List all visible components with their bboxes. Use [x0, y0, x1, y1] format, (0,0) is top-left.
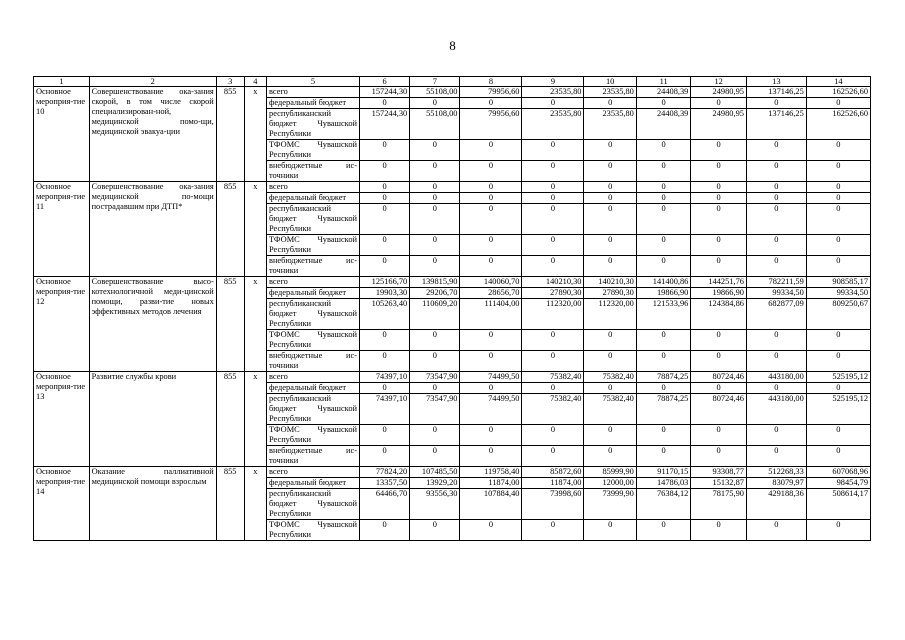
- value-cell: 0: [522, 182, 584, 193]
- value-cell: 429188,36: [746, 489, 806, 520]
- value-cell: 0: [806, 520, 870, 541]
- value-cell: 0: [410, 351, 460, 372]
- value-cell: 0: [584, 98, 636, 109]
- value-cell: 0: [806, 256, 870, 277]
- value-cell: 0: [584, 330, 636, 351]
- value-cell: 157244,30: [360, 87, 410, 98]
- value-cell: 29206,70: [410, 288, 460, 299]
- header-cell-col-6: 6: [360, 77, 410, 87]
- value-cell: 77824,20: [360, 467, 410, 478]
- activity-name: Основное мероприя-тие 11: [34, 182, 90, 277]
- value-cell: 64466,70: [360, 489, 410, 520]
- value-cell: 0: [522, 446, 584, 467]
- value-cell: 0: [584, 446, 636, 467]
- activity-name: Основное мероприя-тие 10: [34, 87, 90, 182]
- value-cell: 0: [746, 140, 806, 161]
- value-cell: 0: [522, 98, 584, 109]
- header-cell-col-10: 10: [584, 77, 636, 87]
- value-cell: 78874,25: [636, 372, 691, 383]
- value-cell: 0: [806, 98, 870, 109]
- table-row: [34, 467, 871, 478]
- value-cell: 111404,00: [460, 299, 522, 330]
- value-cell: 0: [691, 520, 747, 541]
- header-cell-col-8: 8: [460, 77, 522, 87]
- header-cell-col-7: 7: [410, 77, 460, 87]
- value-cell: 0: [584, 161, 636, 182]
- value-cell: 74499,50: [460, 372, 522, 383]
- value-cell: 19866,90: [691, 288, 747, 299]
- table-row: [34, 87, 871, 98]
- value-cell: 0: [806, 425, 870, 446]
- value-cell: 682877,09: [746, 299, 806, 330]
- value-cell: 0: [410, 256, 460, 277]
- value-cell: 0: [460, 425, 522, 446]
- funding-source: всего: [267, 182, 360, 193]
- value-cell: 908585,17: [806, 277, 870, 288]
- financing-table: [33, 76, 871, 541]
- value-cell: 0: [691, 330, 747, 351]
- value-cell: 73547,90: [410, 372, 460, 383]
- funding-source: ТФОМС Чувашской Республики: [267, 330, 360, 351]
- value-cell: 0: [746, 446, 806, 467]
- value-cell: 0: [691, 256, 747, 277]
- value-cell: 512268,33: [746, 467, 806, 478]
- value-cell: 0: [460, 235, 522, 256]
- value-cell: 93556,30: [410, 489, 460, 520]
- value-cell: 0: [410, 204, 460, 235]
- header-cell-col-11: 11: [636, 77, 691, 87]
- value-cell: 525195,12: [806, 372, 870, 383]
- responsible-code: 855: [216, 467, 244, 541]
- value-cell: 121533,96: [636, 299, 691, 330]
- value-cell: 76384,12: [636, 489, 691, 520]
- value-cell: 125166,70: [360, 277, 410, 288]
- value-cell: 14786,03: [636, 478, 691, 489]
- value-cell: 73547,90: [410, 394, 460, 425]
- value-cell: 0: [360, 425, 410, 446]
- value-cell: 0: [460, 520, 522, 541]
- value-cell: 15132,87: [691, 478, 747, 489]
- value-cell: 0: [636, 256, 691, 277]
- value-cell: 0: [746, 520, 806, 541]
- activity-title: Совершенствование ока-зания скорой, в том числе скорой специализирован-ной, медицинской помо-щи, медицинской эвакуа-ции: [89, 87, 216, 182]
- responsible-code: 855: [216, 87, 244, 182]
- value-cell: 23535,80: [584, 109, 636, 140]
- value-cell: 91170,15: [636, 467, 691, 478]
- value-cell: 0: [636, 425, 691, 446]
- value-cell: 0: [410, 446, 460, 467]
- value-cell: 0: [691, 446, 747, 467]
- funding-source: ТФОМС Чувашской Республики: [267, 425, 360, 446]
- value-cell: 525195,12: [806, 394, 870, 425]
- value-cell: 79956,60: [460, 109, 522, 140]
- value-cell: 23535,80: [522, 109, 584, 140]
- value-cell: 0: [522, 330, 584, 351]
- page-number: 8: [449, 38, 456, 53]
- value-cell: 85872,60: [522, 467, 584, 478]
- value-cell: 99334,50: [746, 288, 806, 299]
- value-cell: 0: [522, 520, 584, 541]
- value-cell: 0: [636, 351, 691, 372]
- value-cell: 23535,80: [522, 87, 584, 98]
- value-cell: 0: [460, 256, 522, 277]
- value-cell: 0: [522, 161, 584, 182]
- value-cell: 0: [746, 425, 806, 446]
- value-cell: 0: [460, 204, 522, 235]
- value-cell: 75382,40: [522, 372, 584, 383]
- value-cell: 0: [460, 351, 522, 372]
- value-cell: 0: [410, 330, 460, 351]
- value-cell: 0: [746, 204, 806, 235]
- value-cell: 112320,00: [522, 299, 584, 330]
- value-cell: 137146,25: [746, 87, 806, 98]
- activity-name: Основное мероприя-тие 14: [34, 467, 90, 541]
- funding-source: федеральный бюджет: [267, 383, 360, 394]
- value-cell: 28656,70: [460, 288, 522, 299]
- value-cell: 0: [746, 161, 806, 182]
- value-cell: 78874,25: [636, 394, 691, 425]
- value-cell: 0: [746, 330, 806, 351]
- value-cell: 73999,90: [584, 489, 636, 520]
- value-cell: 75382,40: [584, 394, 636, 425]
- value-cell: 0: [360, 383, 410, 394]
- value-cell: 0: [460, 140, 522, 161]
- header-cell-col-14: 14: [806, 77, 870, 87]
- value-cell: 74499,50: [460, 394, 522, 425]
- value-cell: 107485,50: [410, 467, 460, 478]
- value-cell: 110609,20: [410, 299, 460, 330]
- budget-code-mark: x: [244, 87, 266, 182]
- value-cell: 0: [806, 351, 870, 372]
- value-cell: 0: [522, 204, 584, 235]
- value-cell: 105263,40: [360, 299, 410, 330]
- value-cell: 782211,59: [746, 277, 806, 288]
- value-cell: 75382,40: [584, 372, 636, 383]
- funding-source: внебюджетные ис-точники: [267, 446, 360, 467]
- value-cell: 19903,30: [360, 288, 410, 299]
- value-cell: 0: [360, 204, 410, 235]
- value-cell: 0: [460, 161, 522, 182]
- table-row: [34, 182, 871, 193]
- value-cell: 0: [691, 425, 747, 446]
- value-cell: 24408,39: [636, 109, 691, 140]
- funding-source: всего: [267, 87, 360, 98]
- value-cell: 0: [806, 182, 870, 193]
- value-cell: 144251,76: [691, 277, 747, 288]
- value-cell: 107884,40: [460, 489, 522, 520]
- value-cell: 0: [360, 520, 410, 541]
- value-cell: 137146,25: [746, 109, 806, 140]
- value-cell: 27890,30: [584, 288, 636, 299]
- header-cell-col-12: 12: [691, 77, 747, 87]
- value-cell: 12000,00: [584, 478, 636, 489]
- value-cell: 0: [746, 193, 806, 204]
- value-cell: 0: [410, 235, 460, 256]
- value-cell: 0: [636, 520, 691, 541]
- value-cell: 0: [691, 140, 747, 161]
- value-cell: 0: [360, 98, 410, 109]
- value-cell: 809250,67: [806, 299, 870, 330]
- value-cell: 73998,60: [522, 489, 584, 520]
- value-cell: 0: [360, 193, 410, 204]
- value-cell: 140060,70: [460, 277, 522, 288]
- responsible-code: 855: [216, 182, 244, 277]
- value-cell: 0: [636, 446, 691, 467]
- value-cell: 0: [584, 425, 636, 446]
- value-cell: 0: [691, 351, 747, 372]
- value-cell: 0: [360, 330, 410, 351]
- value-cell: 23535,80: [584, 87, 636, 98]
- value-cell: 0: [691, 235, 747, 256]
- value-cell: 0: [522, 425, 584, 446]
- activity-title: Совершенствование ока-зания медицинской по-мощи пострадавшим при ДТП*: [89, 182, 216, 277]
- header-cell-col-4: 4: [244, 77, 266, 87]
- value-cell: 0: [360, 351, 410, 372]
- value-cell: 0: [460, 330, 522, 351]
- value-cell: 93308,77: [691, 467, 747, 478]
- value-cell: 139815,90: [410, 277, 460, 288]
- table-body: [34, 87, 871, 541]
- value-cell: 0: [522, 351, 584, 372]
- value-cell: 74397,10: [360, 394, 410, 425]
- value-cell: 13929,20: [410, 478, 460, 489]
- value-cell: 0: [584, 235, 636, 256]
- value-cell: 0: [584, 193, 636, 204]
- value-cell: 0: [636, 383, 691, 394]
- value-cell: 0: [584, 140, 636, 161]
- value-cell: 0: [584, 351, 636, 372]
- responsible-code: 855: [216, 372, 244, 467]
- value-cell: 140210,30: [584, 277, 636, 288]
- value-cell: 24980,95: [691, 87, 747, 98]
- value-cell: 0: [636, 161, 691, 182]
- value-cell: 0: [360, 182, 410, 193]
- value-cell: 0: [636, 140, 691, 161]
- header-cell-col-3: 3: [216, 77, 244, 87]
- budget-code-mark: x: [244, 277, 266, 372]
- value-cell: 0: [522, 383, 584, 394]
- value-cell: 55108,00: [410, 109, 460, 140]
- value-cell: 0: [806, 204, 870, 235]
- funding-source: федеральный бюджет: [267, 288, 360, 299]
- value-cell: 0: [806, 446, 870, 467]
- value-cell: 0: [691, 161, 747, 182]
- value-cell: 0: [522, 235, 584, 256]
- value-cell: 0: [746, 383, 806, 394]
- header-cell-col-13: 13: [746, 77, 806, 87]
- funding-source: республиканский бюджет Чувашской Республики: [267, 299, 360, 330]
- header-row: [34, 77, 871, 87]
- value-cell: 0: [410, 193, 460, 204]
- funding-source: республиканский бюджет Чувашской Республики: [267, 109, 360, 140]
- value-cell: 19866,90: [636, 288, 691, 299]
- value-cell: 443180,00: [746, 372, 806, 383]
- value-cell: 141400,86: [636, 277, 691, 288]
- value-cell: 0: [410, 520, 460, 541]
- value-cell: 0: [460, 98, 522, 109]
- value-cell: 0: [746, 235, 806, 256]
- value-cell: 0: [460, 182, 522, 193]
- value-cell: 83079,97: [746, 478, 806, 489]
- value-cell: 162526,60: [806, 109, 870, 140]
- responsible-code: 855: [216, 277, 244, 372]
- value-cell: 112320,00: [584, 299, 636, 330]
- value-cell: 0: [522, 256, 584, 277]
- value-cell: 0: [460, 383, 522, 394]
- value-cell: 0: [636, 235, 691, 256]
- funding-source: всего: [267, 467, 360, 478]
- value-cell: 0: [360, 161, 410, 182]
- value-cell: 0: [691, 182, 747, 193]
- value-cell: 0: [636, 330, 691, 351]
- header-cell-col-9: 9: [522, 77, 584, 87]
- value-cell: 11874,00: [522, 478, 584, 489]
- activity-title: Совершенствование высо-котехнологичной меди-цинской помощи, разви-тие новых эффективных методов лечения: [89, 277, 216, 372]
- value-cell: 119758,40: [460, 467, 522, 478]
- value-cell: 27890,30: [522, 288, 584, 299]
- value-cell: 0: [636, 182, 691, 193]
- value-cell: 0: [806, 383, 870, 394]
- funding-source: федеральный бюджет: [267, 98, 360, 109]
- value-cell: 0: [636, 193, 691, 204]
- value-cell: 0: [746, 256, 806, 277]
- funding-source: внебюджетные ис-точники: [267, 351, 360, 372]
- activity-title: Развитие службы крови: [89, 372, 216, 467]
- funding-source: ТФОМС Чувашской Республики: [267, 140, 360, 161]
- value-cell: 0: [522, 193, 584, 204]
- value-cell: 0: [360, 256, 410, 277]
- value-cell: 75382,40: [522, 394, 584, 425]
- value-cell: 0: [584, 256, 636, 277]
- value-cell: 0: [460, 193, 522, 204]
- value-cell: 0: [410, 140, 460, 161]
- value-cell: 0: [360, 140, 410, 161]
- value-cell: 0: [746, 351, 806, 372]
- value-cell: 79956,60: [460, 87, 522, 98]
- value-cell: 0: [522, 140, 584, 161]
- value-cell: 0: [360, 446, 410, 467]
- value-cell: 80724,46: [691, 394, 747, 425]
- header-cell-col-2: 2: [89, 77, 216, 87]
- value-cell: 0: [806, 235, 870, 256]
- value-cell: 0: [460, 446, 522, 467]
- value-cell: 0: [806, 330, 870, 351]
- value-cell: 0: [806, 140, 870, 161]
- value-cell: 0: [691, 193, 747, 204]
- value-cell: 140210,30: [522, 277, 584, 288]
- activity-name: Основное мероприя-тие 12: [34, 277, 90, 372]
- value-cell: 124384,86: [691, 299, 747, 330]
- header-cell-col-1: 1: [34, 77, 90, 87]
- value-cell: 0: [636, 98, 691, 109]
- value-cell: 24980,95: [691, 109, 747, 140]
- value-cell: 85999,90: [584, 467, 636, 478]
- funding-source: республиканский бюджет Чувашской Республики: [267, 394, 360, 425]
- table-row: [34, 372, 871, 383]
- value-cell: 0: [584, 182, 636, 193]
- funding-source: республиканский бюджет Чувашской Республики: [267, 204, 360, 235]
- funding-source: федеральный бюджет: [267, 193, 360, 204]
- value-cell: 0: [806, 161, 870, 182]
- budget-code-mark: x: [244, 467, 266, 541]
- value-cell: 78175,90: [691, 489, 747, 520]
- funding-source: республиканский бюджет Чувашской Республики: [267, 489, 360, 520]
- value-cell: 13357,50: [360, 478, 410, 489]
- value-cell: 98454,79: [806, 478, 870, 489]
- funding-source: ТФОМС Чувашской Республики: [267, 235, 360, 256]
- value-cell: 0: [410, 425, 460, 446]
- value-cell: 0: [584, 383, 636, 394]
- value-cell: 0: [691, 383, 747, 394]
- value-cell: 74397,10: [360, 372, 410, 383]
- value-cell: 99334,50: [806, 288, 870, 299]
- value-cell: 162526,60: [806, 87, 870, 98]
- value-cell: 0: [636, 204, 691, 235]
- value-cell: 508614,17: [806, 489, 870, 520]
- value-cell: 607068,96: [806, 467, 870, 478]
- budget-code-mark: x: [244, 182, 266, 277]
- header-cell-col-5: 5: [267, 77, 360, 87]
- funding-source: федеральный бюджет: [267, 478, 360, 489]
- table-row: [34, 277, 871, 288]
- value-cell: 443180,00: [746, 394, 806, 425]
- funding-source: всего: [267, 372, 360, 383]
- funding-source: внебюджетные ис-точники: [267, 256, 360, 277]
- value-cell: 11874,00: [460, 478, 522, 489]
- value-cell: 0: [410, 383, 460, 394]
- value-cell: 0: [410, 161, 460, 182]
- value-cell: 55108,00: [410, 87, 460, 98]
- value-cell: 0: [584, 520, 636, 541]
- value-cell: 24408,39: [636, 87, 691, 98]
- activity-title: Оказание паллиативной медицинской помощи взрослым: [89, 467, 216, 541]
- activity-name: Основное мероприя-тие 13: [34, 372, 90, 467]
- value-cell: 0: [746, 182, 806, 193]
- value-cell: 0: [360, 235, 410, 256]
- value-cell: 0: [746, 98, 806, 109]
- value-cell: 0: [691, 98, 747, 109]
- funding-source: всего: [267, 277, 360, 288]
- funding-source: ТФОМС Чувашской Республики: [267, 520, 360, 541]
- value-cell: 0: [410, 98, 460, 109]
- value-cell: 0: [806, 193, 870, 204]
- value-cell: 0: [584, 204, 636, 235]
- budget-code-mark: x: [244, 372, 266, 467]
- value-cell: 0: [691, 204, 747, 235]
- funding-source: внебюджетные ис-точники: [267, 161, 360, 182]
- value-cell: 157244,30: [360, 109, 410, 140]
- value-cell: 0: [410, 182, 460, 193]
- value-cell: 80724,46: [691, 372, 747, 383]
